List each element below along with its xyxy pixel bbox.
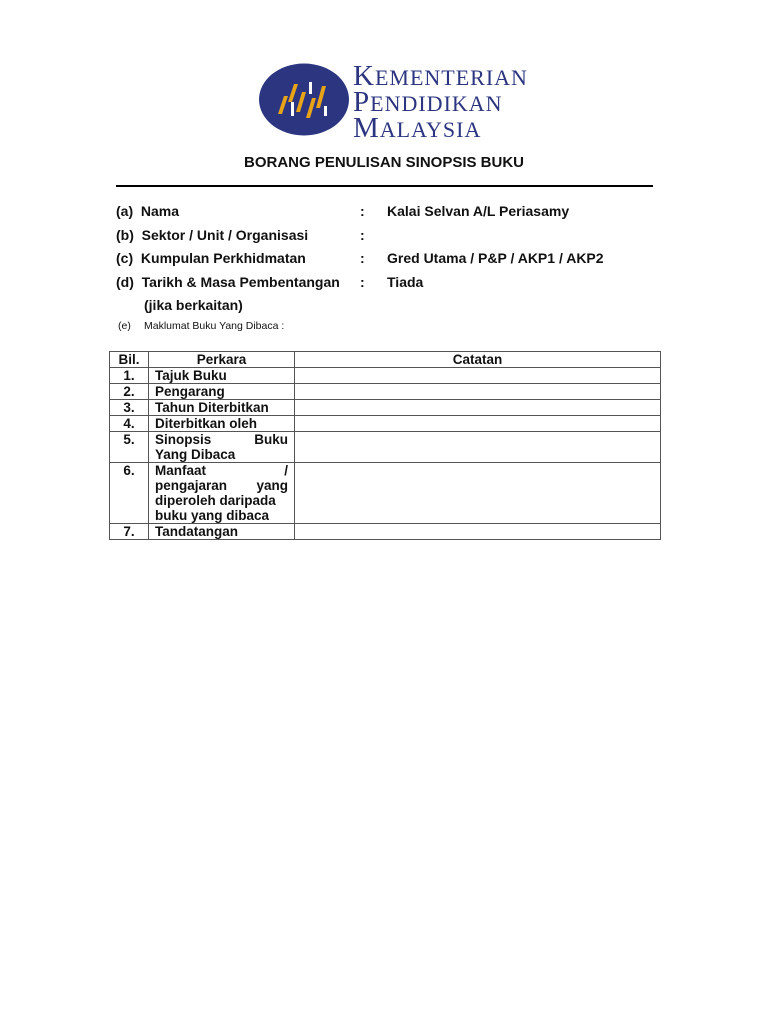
cell-perkara: Diterbitkan oleh	[149, 416, 295, 432]
field-letter: (a)	[116, 203, 134, 219]
logo-wordmark	[353, 60, 528, 144]
table-row	[110, 463, 661, 524]
field-colon: :	[360, 203, 365, 219]
ministry-emblem-icon	[258, 62, 350, 137]
note-letter: (e)	[118, 320, 131, 332]
table-header-row	[110, 352, 661, 368]
cell-bil: 5.	[110, 432, 149, 463]
cell-bil: 6.	[110, 463, 149, 524]
field-value: Gred Utama / P&P / AKP1 / AKP2	[387, 250, 604, 266]
cell-catatan[interactable]	[295, 416, 661, 432]
field-label: Tarikh & Masa Pembentangan	[141, 273, 340, 290]
table-row	[110, 368, 661, 384]
logo-line-3: MALAYSIA	[353, 112, 482, 144]
book-table	[109, 351, 661, 540]
cell-catatan[interactable]	[295, 400, 661, 416]
field-colon: :	[360, 273, 365, 290]
cell-catatan[interactable]	[295, 524, 661, 540]
header-bil: Bil.	[110, 352, 149, 368]
cell-catatan[interactable]	[295, 432, 661, 463]
table-row	[110, 524, 661, 540]
cell-bil: 2.	[110, 384, 149, 400]
table-row	[110, 384, 661, 400]
table-row	[110, 416, 661, 432]
ministry-logo	[258, 60, 553, 144]
field-value: Tiada	[387, 273, 424, 290]
field-label: Kumpulan Perkhidmatan	[140, 250, 306, 266]
cell-catatan[interactable]	[295, 384, 661, 400]
cell-perkara: Manfaat / pengajaran yang diperoleh daripada buku yang dibaca	[149, 463, 295, 524]
logo-line-2: PENDIDIKAN	[353, 86, 503, 118]
field-label: Nama	[140, 203, 180, 219]
title-divider	[116, 185, 653, 187]
cell-bil: 4.	[110, 416, 149, 432]
cell-catatan[interactable]	[295, 463, 661, 524]
field-colon: :	[360, 250, 365, 266]
field-sub-label: (jika berkaitan)	[144, 297, 243, 313]
field-colon: :	[360, 226, 365, 243]
cell-perkara: Tahun Diterbitkan	[149, 400, 295, 416]
field-value: Kalai Selvan A/L Periasamy	[387, 203, 570, 219]
field-letter: (b)	[116, 226, 134, 243]
field-letter: (c)	[116, 250, 134, 266]
cell-perkara: Sinopsis Buku Yang Dibaca	[149, 432, 295, 463]
table-row	[110, 400, 661, 416]
field-letter: (d)	[116, 273, 134, 290]
book-info-note	[118, 320, 284, 332]
header-perkara: Perkara	[149, 352, 295, 368]
cell-perkara: Tandatangan	[149, 524, 295, 540]
field-label: Sektor / Unit / Organisasi	[141, 226, 309, 243]
header-catatan: Catatan	[295, 352, 661, 368]
cell-bil: 1.	[110, 368, 149, 384]
form-title: BORANG PENULISAN SINOPSIS BUKU	[243, 154, 525, 171]
cell-bil: 7.	[110, 524, 149, 540]
logo-line-1: KEMENTERIAN	[353, 60, 528, 92]
note-text: Maklumat Buku Yang Dibaca :	[144, 320, 285, 332]
cell-bil: 3.	[110, 400, 149, 416]
cell-catatan[interactable]	[295, 368, 661, 384]
cell-perkara: Tajuk Buku	[149, 368, 295, 384]
table-row	[110, 432, 661, 463]
cell-perkara: Pengarang	[149, 384, 295, 400]
